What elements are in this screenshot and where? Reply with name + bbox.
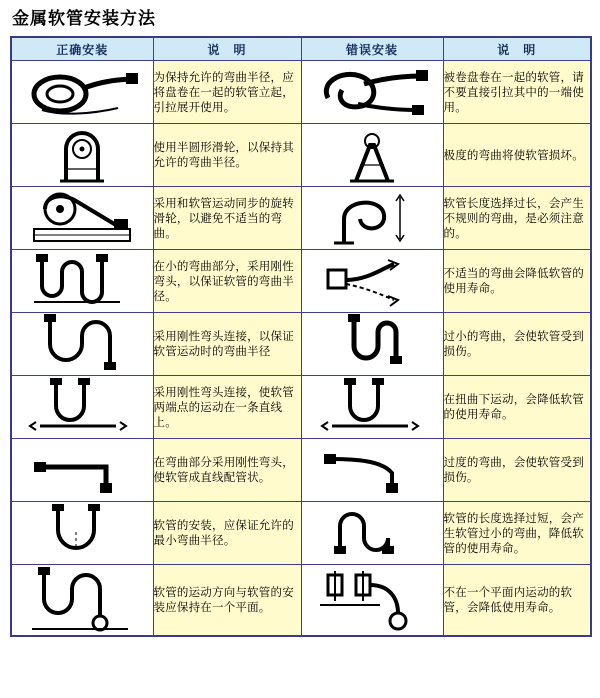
rigid-bend-small-radius-icon	[12, 252, 153, 310]
wrong-illustration-cell	[301, 376, 443, 439]
correct-description: 采用刚性弯头连接，以保证软管运动时的弯曲半径	[153, 313, 301, 376]
correct-illustration-cell	[11, 250, 153, 313]
column-header-wrong-install: 错误安装	[301, 37, 443, 61]
table-row	[11, 187, 591, 250]
table-body	[11, 61, 591, 637]
correct-illustration-cell	[11, 187, 153, 250]
correct-illustration-cell	[11, 439, 153, 502]
wrong-description: 不适当的弯曲会降低软管的使用寿命。	[443, 250, 591, 313]
table-row	[11, 439, 591, 502]
column-header-correct-install: 正确安装	[11, 37, 153, 61]
correct-description: 软管的运动方向与软管的安装应保持在一个平面。	[153, 565, 301, 637]
wrong-description: 在扭曲下运动，会降低软管的使用寿命。	[443, 376, 591, 439]
wrong-illustration-cell	[301, 61, 443, 124]
column-header-correct-desc: 说 明	[153, 37, 301, 61]
same-plane-motion-icon	[12, 565, 153, 635]
correct-illustration-cell	[11, 61, 153, 124]
wrong-description: 软管的长度选择过短，会产生软管过小的弯曲，降低软管的使用寿命。	[443, 502, 591, 565]
wrong-illustration-cell	[301, 187, 443, 250]
wrong-description: 过小的弯曲，会使软管受到损伤。	[443, 313, 591, 376]
wrong-illustration-cell	[301, 502, 443, 565]
half-round-pulley-icon	[12, 125, 153, 185]
out-of-plane-motion-icon	[302, 565, 443, 635]
rigid-elbow-connection-icon	[12, 314, 153, 374]
wrong-description: 过度的弯曲，会使软管受到损伤。	[443, 439, 591, 502]
wrong-description: 不在一个平面内运动的软管，会降低使用寿命。	[443, 565, 591, 637]
correct-description: 为保持允许的弯曲半径，应将盘卷在一起的软管立起，引拉展开使用。	[153, 61, 301, 124]
table-header	[11, 37, 591, 61]
table-header-row	[11, 37, 591, 61]
improper-bend-icon	[302, 252, 443, 310]
wrong-description: 极度的弯曲将使软管损坏。	[443, 124, 591, 187]
page-title: 金属软管安装方法	[12, 9, 156, 29]
table-row	[11, 61, 591, 124]
min-bend-radius-u-icon	[12, 504, 153, 562]
wrong-illustration-cell	[301, 439, 443, 502]
torsion-motion-icon	[302, 378, 443, 436]
wrong-illustration-cell	[301, 313, 443, 376]
table-row	[11, 313, 591, 376]
correct-illustration-cell	[11, 124, 153, 187]
correct-description: 采用和软管运动同步的旋转滑轮，以避免不适当的弯曲。	[153, 187, 301, 250]
coiled-hose-roll-icon	[12, 64, 153, 120]
table-row	[11, 565, 591, 637]
overlong-hose-loop-icon	[302, 189, 443, 247]
wrong-illustration-cell	[301, 565, 443, 637]
table-row	[11, 502, 591, 565]
sync-rotating-pulley-icon	[12, 189, 153, 247]
tangled-hose-pull-icon	[302, 64, 443, 120]
sharp-bend-pulley-icon	[302, 125, 443, 185]
correct-illustration-cell	[11, 502, 153, 565]
table-row	[11, 376, 591, 439]
correct-description: 采用刚性弯头连接，使软管两端点的运动在一条直线上。	[153, 376, 301, 439]
wrong-illustration-cell	[301, 124, 443, 187]
correct-description: 在小的弯曲部分，采用刚性弯头，以保证软管的弯曲半径。	[153, 250, 301, 313]
correct-illustration-cell	[11, 565, 153, 637]
correct-description: 软管的安装，应保证允许的最小弯曲半径。	[153, 502, 301, 565]
too-small-bend-icon	[302, 314, 443, 374]
excessive-bend-icon	[302, 445, 443, 495]
table-row	[11, 124, 591, 187]
overlong-small-bend-icon	[302, 504, 443, 562]
correct-description: 在弯曲部分采用刚性弯头，使软管成直线配管状。	[153, 439, 301, 502]
installation-methods-table	[10, 36, 592, 637]
wrong-description: 被卷盘卷在一起的软管，请不要直接引拉其中的一端使用。	[443, 61, 591, 124]
straight-pipe-elbow-icon	[12, 445, 153, 495]
wrong-illustration-cell	[301, 250, 443, 313]
wrong-description: 软管长度选择过长，会产生不规则的弯曲，是必须注意的。	[443, 187, 591, 250]
correct-description: 使用半圆形滑轮，以保持其允许的弯曲半径。	[153, 124, 301, 187]
column-header-wrong-desc: 说 明	[443, 37, 591, 61]
table-row	[11, 250, 591, 313]
correct-illustration-cell	[11, 313, 153, 376]
correct-illustration-cell	[11, 376, 153, 439]
straight-line-elbow-icon	[12, 378, 153, 436]
